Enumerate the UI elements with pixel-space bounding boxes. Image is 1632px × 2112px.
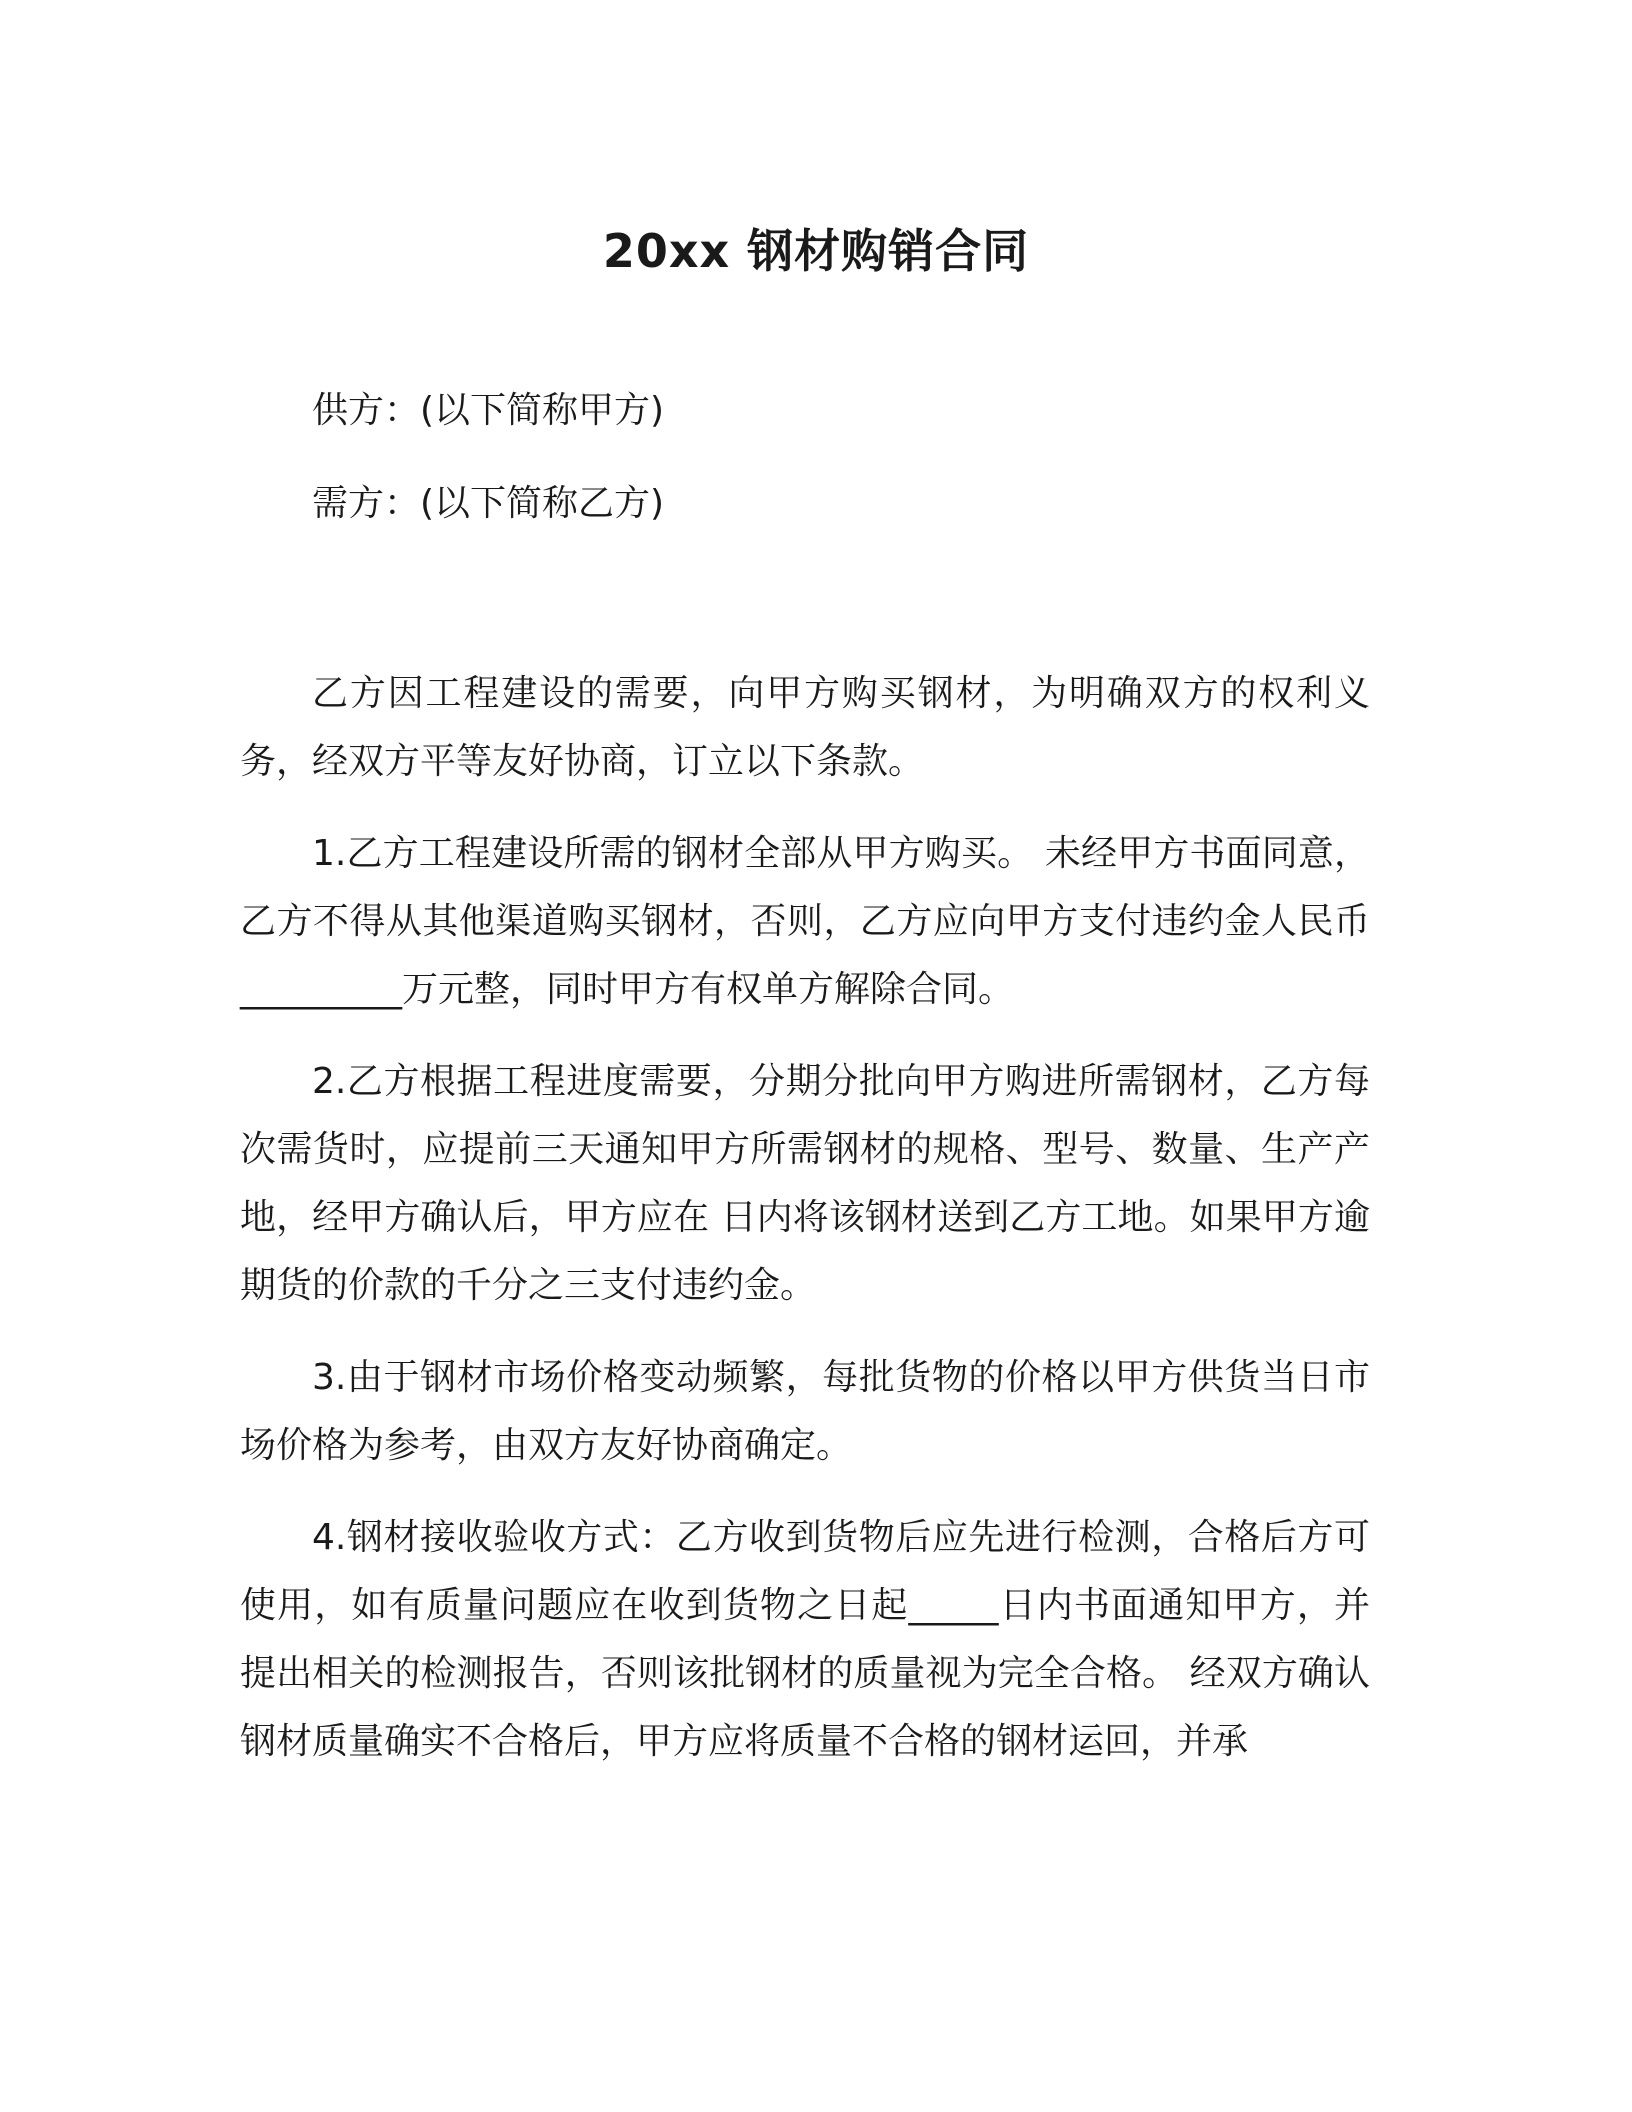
clause-2-paragraph: 2.乙方根据工程进度需要，分期分批向甲方购进所需钢材，乙方每次需货时，应提前三天通知甲方所需钢材的规格、型号、数量、生产产地，经甲方确认后，甲方应在 日内将该钢材送到乙方工地。如果甲方逾期货的价款的千分之三支付违约金。	[240, 1061, 1370, 1306]
intro-paragraph: 乙方因工程建设的需要，向甲方购买钢材，为明确双方的权利义务，经双方平等友好协商，订立以下条款。	[240, 673, 1370, 782]
supplier-line: 供方：(以下简称甲方)	[312, 390, 665, 431]
clause-4-paragraph: 4.钢材接收验收方式：乙方收到货物后应先进行检测，合格后方可使用，如有质量问题应在收到货物之日起_____日内书面通知甲方，并提出相关的检测报告，否则该批钢材的质量视为完全合格。 经双方确认钢材质量确实不合格后，甲方应将质量不合格的钢材运回，并承	[240, 1517, 1370, 1762]
clause-3-paragraph: 3.由于钢材市场价格变动频繁，每批货物的价格以甲方供货当日市场价格为参考，由双方友好协商确定。	[240, 1357, 1370, 1466]
document-title: 20xx 钢材购销合同	[602, 224, 1030, 278]
clause-1-paragraph: 1.乙方工程建设所需的钢材全部从甲方购买。 未经甲方书面同意，乙方不得从其他渠道购买钢材，否则，乙方应向甲方支付违约金人民币 _________万元整，同时甲方有权单方解除合同。	[240, 833, 1370, 1010]
buyer-line: 需方：(以下简称乙方)	[312, 483, 665, 524]
contract-body	[240, 660, 1370, 1800]
